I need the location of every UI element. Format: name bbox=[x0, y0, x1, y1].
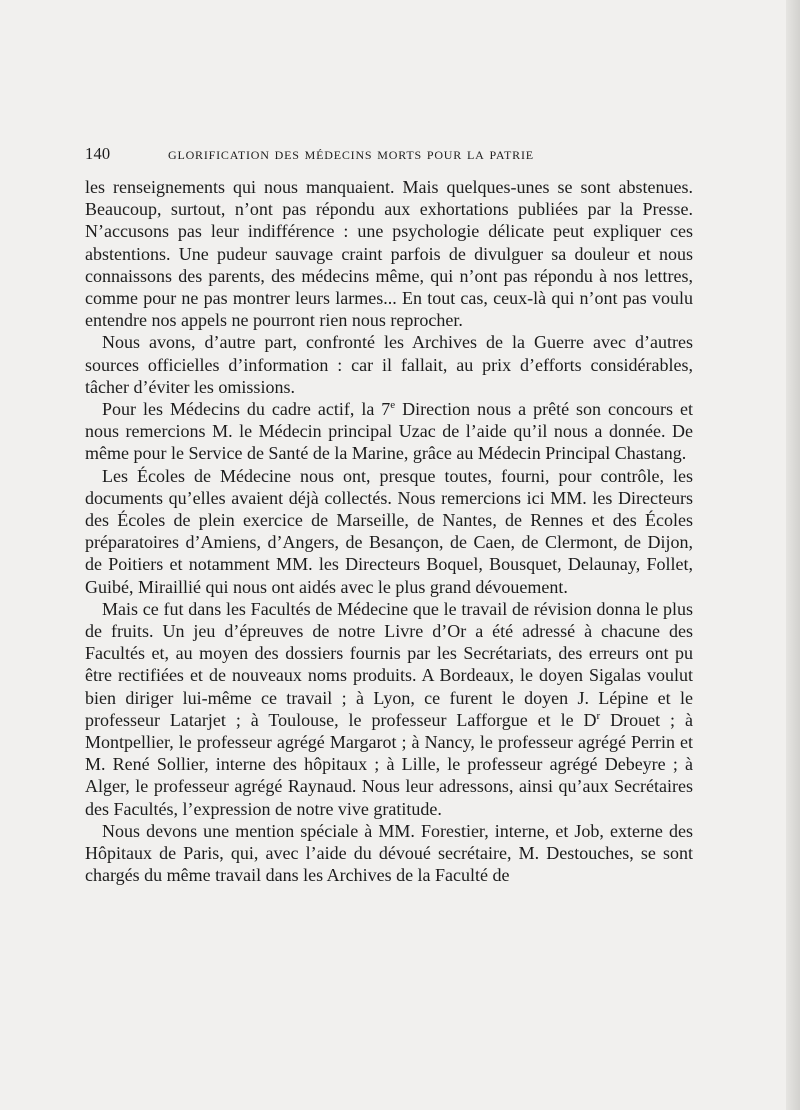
paragraph-text: Pour les Médecins du cadre actif, la 7 bbox=[102, 399, 391, 420]
paragraph-text: Mais ce fut dans les Facultés de Médecine que le travail de révision donna le plus de fruits. Un jeu d’épreuves de notre Livre d’Or a été adressé à chacune des Facultés et, au moyen des dossiers fournis par les Secrétariats, des erreurs ont pu être rectifiées et de nouveaux noms produits. A Bordeaux, le doyen Sigalas voulut bien diriger lui-même ce travail ; à Lyon, ce furent le doyen J. Lépine et le professeur Latarjet ; à Toulouse, le professeur Lafforgue et le D bbox=[85, 598, 693, 730]
body-text bbox=[85, 176, 693, 887]
paragraph bbox=[85, 820, 693, 887]
paragraph-text: Nous devons une mention spéciale à MM. Forestier, interne, et Job, externe des Hôpitaux de Paris, qui, avec l’aide du dévoué secrétaire, M. Destouches, se sont chargés du même travail dans les Archives de la Faculté de bbox=[85, 820, 693, 886]
paragraph bbox=[85, 598, 693, 820]
paragraph-text: Drouet ; à Montpellier, le professeur agrégé Margarot ; à Nancy, le professeur agrégé Perrin et M. René Sollier, interne des hôpitaux ; à Lille, le professeur agrégé Debeyre ; à Alger, le professeur agrégé Raynaud. Nous leur adressons, ainsi qu’aux Secrétaires des Facultés, l’expression de notre vive gratitude. bbox=[85, 709, 693, 819]
paragraph-text: Direction nous a prêté son concours et nous remercions M. le Médecin principal Uzac de l’aide qu’il nous a donnée. De même pour le Service de Santé de la Marine, grâce au Médecin Principal Chastang. bbox=[85, 399, 693, 464]
paragraph bbox=[85, 465, 693, 598]
paragraph-text: Les Écoles de Médecine nous ont, presque toutes, fourni, pour contrôle, les documents qu’elles avaient déjà collectés. Nous remercions ici MM. les Directeurs des Écoles de plein exercice de Marseille, de Nantes, de Rennes et des Écoles préparatoires d’Amiens, d’Angers, de Besançon, de Caen, de Clermont, de Dijon, de Poitiers et notamment MM. les Directeurs Boquel, Bousquet, Delaunay, Follet, Guibé, Miraillié qui nous ont aidés avec le plus grand dévouement. bbox=[85, 465, 693, 597]
page-number: 140 bbox=[85, 144, 111, 163]
running-head-title: glorification des médecins morts pour la patrie bbox=[168, 144, 534, 163]
paragraph bbox=[85, 176, 693, 331]
page-edge bbox=[786, 0, 800, 1110]
paragraph bbox=[85, 331, 693, 398]
paragraph-text: les renseignements qui nous manquaient. Mais quelques-unes se sont abstenues. Beaucoup, surtout, n’ont pas répondu aux exhortations publiées par la Presse. N’accusons pas leur indifférence : une psychologie délicate peut expliquer ces abstentions. Une pudeur sauvage craint parfois de divulguer sa douleur et nous connaissons des parents, des médecins même, qui n’ont pas répondu à nos lettres, comme pour ne pas montrer leurs larmes... En tout cas, ceux-là qui n’ont pas voulu entendre nos appels ne pourront rien nous reprocher. bbox=[85, 177, 693, 331]
paragraph-text: Nous avons, d’autre part, confronté les Archives de la Guerre avec d’autres sources officielles d’information : car il fallait, au prix d’efforts considérables, tâcher d’éviter les omissions. bbox=[85, 332, 693, 397]
paragraph bbox=[85, 398, 693, 465]
superscript: r bbox=[596, 709, 601, 722]
superscript: e bbox=[390, 399, 396, 412]
